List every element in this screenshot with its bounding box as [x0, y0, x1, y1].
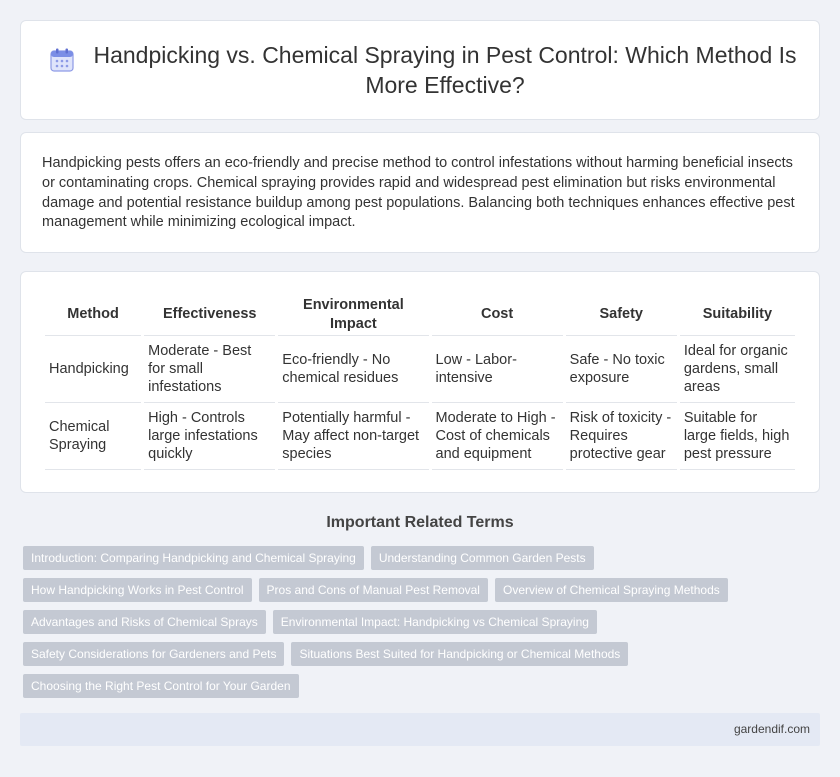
table-cell: Handpicking [45, 336, 141, 403]
related-terms-list [23, 546, 813, 706]
column-header-safety: Safety [566, 294, 677, 336]
related-term-tag[interactable]: Situations Best Suited for Handpicking or Chemical Methods [291, 642, 628, 666]
table-cell: Low - Labor-intensive [432, 336, 563, 403]
column-header-cost: Cost [432, 294, 563, 336]
table-cell: Potentially harmful - May affect non-target species [278, 403, 428, 470]
column-header-environmental-impact: Environmental Impact [278, 294, 428, 336]
related-terms-title: Important Related Terms [326, 514, 514, 531]
column-header-suitability: Suitability [680, 294, 795, 336]
page-title: Handpicking vs. Chemical Spraying in Pest Control: Which Method Is More Effective? [93, 42, 797, 98]
related-term-tag[interactable]: How Handpicking Works in Pest Control [23, 578, 252, 602]
table-row [45, 336, 795, 403]
column-header-effectiveness: Effectiveness [144, 294, 275, 336]
related-term-tag[interactable]: Advantages and Risks of Chemical Sprays [23, 610, 266, 634]
table-cell: High - Controls large infestations quickly [144, 403, 275, 470]
related-term-tag[interactable]: Choosing the Right Pest Control for Your Garden [23, 674, 299, 698]
table-header-row [45, 294, 795, 336]
related-term-tag[interactable]: Environmental Impact: Handpicking vs Chemical Spraying [273, 610, 597, 634]
related-term-tag[interactable]: Introduction: Comparing Handpicking and Chemical Spraying [23, 546, 364, 570]
table-cell: Moderate to High - Cost of chemicals and equipment [432, 403, 563, 470]
table-cell: Suitable for large fields, high pest pressure [680, 403, 795, 470]
table-cell: Chemical Spraying [45, 403, 141, 470]
table-cell: Risk of toxicity - Requires protective gear [566, 403, 677, 470]
footer [20, 713, 820, 746]
table-cell: Moderate - Best for small infestations [144, 336, 275, 403]
intro-card [20, 132, 820, 253]
comparison-table [42, 294, 798, 470]
related-term-tag[interactable]: Understanding Common Garden Pests [371, 546, 594, 570]
related-term-tag[interactable]: Pros and Cons of Manual Pest Removal [259, 578, 488, 602]
column-header-method: Method [45, 294, 141, 336]
comparison-table-card [20, 271, 820, 493]
header-card [20, 20, 820, 120]
intro-paragraph: Handpicking pests offers an eco-friendly and precise method to control infestations without harming beneficial insects or contaminating crops. Chemical spraying provides rapid and widespread pest elimination but risks environmental damage and potential resistance buildup among pest populations. Balancing both techniques enhances effective pest management while minimizing ecological impact. [42, 155, 795, 231]
table-row [45, 403, 795, 470]
table-cell: Ideal for organic gardens, small areas [680, 336, 795, 403]
related-term-tag[interactable]: Overview of Chemical Spraying Methods [495, 578, 728, 602]
related-term-tag[interactable]: Safety Considerations for Gardeners and Pets [23, 642, 284, 666]
table-cell: Eco-friendly - No chemical residues [278, 336, 428, 403]
table-cell: Safe - No toxic exposure [566, 336, 677, 403]
footer-site-link[interactable]: gardendif.com [733, 722, 810, 736]
